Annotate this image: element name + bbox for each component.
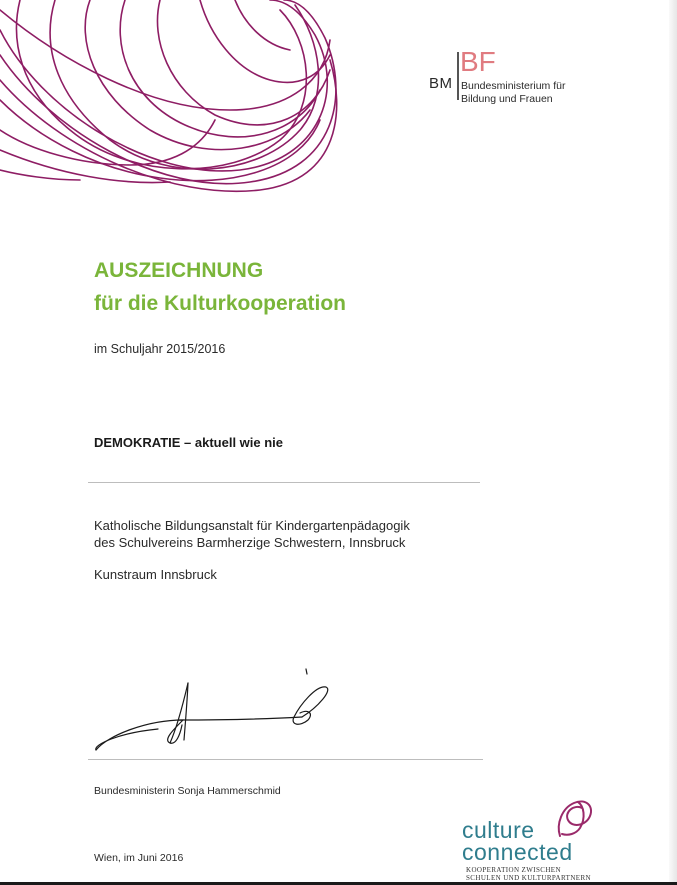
handwritten-signature xyxy=(88,665,348,760)
project-title: DEMOKRATIE – aktuell wie nie xyxy=(94,435,284,450)
place-and-date: Wien, im Juni 2016 xyxy=(94,852,184,864)
culture-connected-tagline1: KOOPERATION ZWISCHEN xyxy=(466,866,561,874)
ministry-logo xyxy=(429,48,629,108)
culture-connected-word1: culture xyxy=(462,817,535,843)
culture-connected-logo xyxy=(460,798,610,882)
scan-edge-right xyxy=(669,0,677,885)
ministry-name-line2: Bildung und Frauen xyxy=(461,93,553,105)
award-title: AUSZEICHNUNG xyxy=(94,259,264,282)
signature-line xyxy=(88,759,483,760)
school-name-line2: des Schulvereins Barmherzige Schwestern, Innsbruck xyxy=(94,535,406,550)
ministry-logo-bf: BF xyxy=(460,46,496,77)
school-name-line1: Katholische Bildungsanstalt für Kindergartenpädagogik xyxy=(94,518,410,533)
divider-line xyxy=(88,482,480,483)
culture-partner: Kunstraum Innsbruck xyxy=(94,567,217,582)
ministry-logo-bm: BM xyxy=(429,75,453,92)
culture-connected-mark-icon xyxy=(550,798,600,840)
decorative-swirl-graphic xyxy=(0,0,345,205)
signer-name: Bundesministerin Sonja Hammerschmid xyxy=(94,785,281,797)
culture-connected-tagline2: SCHULEN UND KULTURPARTNERN xyxy=(466,874,591,882)
school-year: im Schuljahr 2015/2016 xyxy=(94,342,226,356)
culture-connected-word2: connected xyxy=(462,839,573,865)
award-subtitle: für die Kulturkooperation xyxy=(94,292,346,315)
ministry-logo-divider xyxy=(457,52,459,100)
ministry-name-line1: Bundesministerium für xyxy=(461,80,566,92)
